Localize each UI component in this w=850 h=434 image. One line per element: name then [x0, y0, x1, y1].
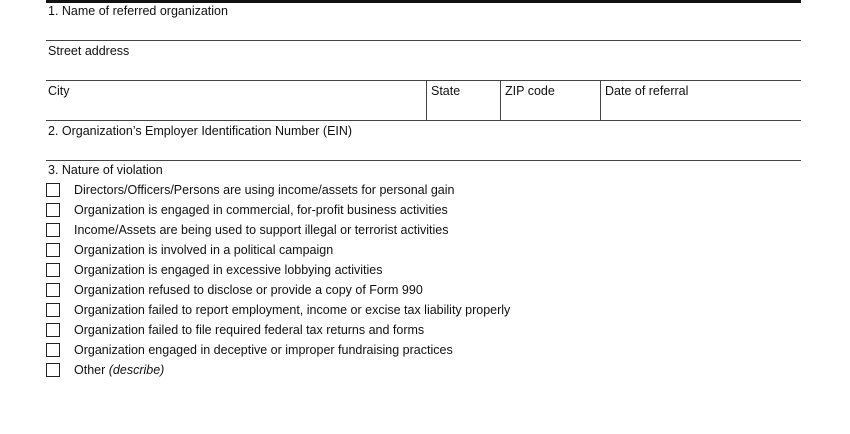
option-label: Organization failed to file required federal tax returns and forms [74, 323, 425, 337]
checkbox[interactable] [46, 223, 60, 237]
violation-option-political[interactable] [46, 241, 333, 259]
option-label: Organization is engaged in excessive lobbying activities [74, 263, 383, 277]
ein-label: 2. Organization’s Employer Identification Number (EIN) [48, 124, 353, 138]
violation-option-personal-gain[interactable] [46, 181, 455, 199]
option-label: Organization engaged in deceptive or improper fundraising practices [74, 343, 453, 357]
violation-option-tax-liability[interactable] [46, 301, 510, 319]
violation-option-fundraising[interactable] [46, 341, 453, 359]
zip-code-label: ZIP code [505, 84, 555, 98]
violation-option-other[interactable] [46, 361, 164, 379]
violation-option-form-990[interactable] [46, 281, 423, 299]
top-border [46, 0, 801, 3]
option-label: Organization is involved in a political campaign [74, 243, 334, 257]
option-label: Organization is engaged in commercial, for-profit business activities [74, 203, 448, 217]
street-address-field[interactable] [46, 80, 801, 81]
state-label: State [431, 84, 461, 98]
checkbox[interactable] [46, 243, 60, 257]
violation-option-commercial[interactable] [46, 201, 448, 219]
option-label: Organization refused to disclose or provide a copy of Form 990 [74, 283, 423, 297]
ein-field[interactable] [46, 160, 801, 161]
checkbox[interactable] [46, 203, 60, 217]
checkbox[interactable] [46, 303, 60, 317]
city-label: City [48, 84, 70, 98]
checkbox[interactable] [46, 343, 60, 357]
violation-heading: 3. Nature of violation [48, 163, 163, 177]
option-label: Directors/Officers/Persons are using income/assets for personal gain [74, 183, 455, 197]
date-of-referral-label: Date of referral [605, 84, 689, 98]
other-describe-label: (describe) [108, 363, 165, 377]
checkbox[interactable] [46, 183, 60, 197]
violation-option-lobbying[interactable] [46, 261, 383, 279]
divider-state [426, 80, 427, 120]
other-label: Other [74, 363, 106, 377]
option-label [74, 363, 164, 377]
checkbox[interactable] [46, 283, 60, 297]
violation-option-tax-returns[interactable] [46, 321, 424, 339]
checkbox[interactable] [46, 363, 60, 377]
divider-date [600, 80, 601, 120]
org-name-label: 1. Name of referred organization [48, 4, 228, 18]
checkbox[interactable] [46, 263, 60, 277]
city-state-zip-field-row[interactable] [46, 120, 801, 121]
checkbox[interactable] [46, 323, 60, 337]
org-name-field[interactable] [46, 40, 801, 41]
divider-zip [500, 80, 501, 120]
option-label: Income/Assets are being used to support illegal or terrorist activities [74, 223, 449, 237]
violation-option-illegal[interactable] [46, 221, 448, 239]
street-address-label: Street address [48, 44, 130, 58]
option-label: Organization failed to report employment, income or excise tax liability properly [74, 303, 511, 317]
